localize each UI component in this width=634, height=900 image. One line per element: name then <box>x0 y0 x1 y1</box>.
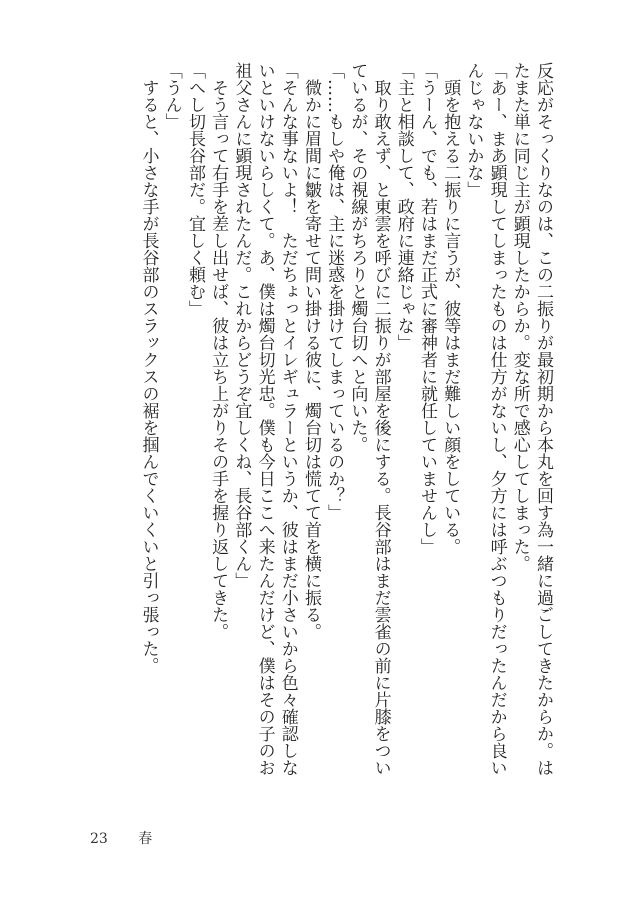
text-line-13: いといけないらしくて。あ、僕は燭台切光忠。僕も今日ここへ来たんだけど、僕はその子のお <box>254 62 275 776</box>
text-line-14: 祖父さんに顕現されたんだ。これからどうぞ宜しくね、長谷部くん」 <box>231 62 252 589</box>
text-line-10: 「……もしや俺は、主に迷惑を掛けてしまっているのか？」 <box>324 62 345 521</box>
text-line-5: 頭を抱える二振りに言うが、彼等はまだ難しい顔をしている。 <box>440 62 461 555</box>
text-line-17: 「うん」 <box>161 62 182 130</box>
text-line-7: 「主と相談して、政府に連絡じゃな」 <box>393 62 414 351</box>
vertical-text-body <box>54 62 554 782</box>
text-line-9: ているが、その視線がちろりと燭台切へと向いた。 <box>347 62 368 453</box>
text-line-16: 「へし切長谷部だ。宜しく頼む」 <box>184 62 205 317</box>
page-footer <box>90 828 152 848</box>
text-line-12: 「そんな事ないよ！ ただちょっとイレギュラーというか、彼はまだ小さいから色々確認しな <box>277 62 298 776</box>
running-title: 春 <box>138 831 153 847</box>
text-line-11: 微かに眉間に皺を寄せて問い掛ける彼に、燭台切は慌てて首を横に振る。 <box>300 62 321 640</box>
text-line-4: んじゃないかな」 <box>463 62 484 198</box>
text-line-18: すると、小さな手が長谷部のスラックスの裾を掴んでくいくいと引っ張った。 <box>138 62 159 674</box>
page-number: 23 <box>90 831 108 847</box>
text-line-6: 「うーん、でも、若はまだ正式に審神者に就任していませんし」 <box>416 62 437 555</box>
text-line-1: 反応がそっくりなのは、この二振りが最初期から本丸を回す為一緒に過ごしてきたからか。は <box>533 62 553 776</box>
text-line-8: 取り敢えず、と東雲を呼びに二振りが部屋を後にする。長谷部はまだ雲雀の前に片膝をつい <box>370 62 391 776</box>
text-line-2: たまた単に同じ主が顕現したからか。変な所で感心してしまった。 <box>509 62 530 572</box>
text-line-3: 「あー、まあ顕現してしまったものは仕方がないし、夕方には呼ぶつもりだったんだから良い <box>486 62 507 776</box>
text-line-15: そう言って右手を差し出せば、彼は立ち上がりその手を握り返してきた。 <box>208 62 229 640</box>
